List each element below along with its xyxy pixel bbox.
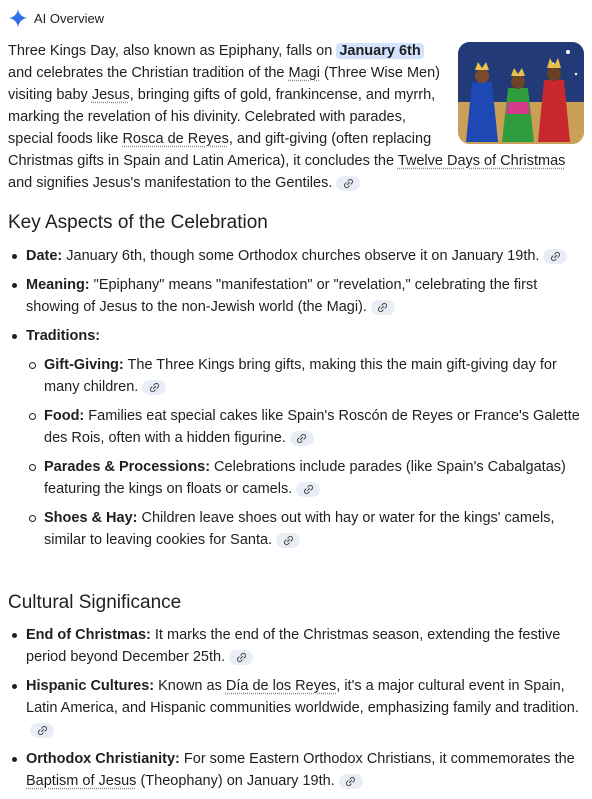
sublist-item — [26, 456, 584, 500]
item-label: Hispanic Cultures: — [26, 678, 155, 694]
three-kings-illustration — [458, 42, 584, 144]
source-link-icon[interactable] — [336, 176, 360, 191]
sublist-item — [26, 405, 584, 449]
ai-overview-header — [8, 6, 104, 30]
list-item — [8, 748, 584, 792]
list-item — [8, 274, 584, 318]
item-text: Known as — [154, 678, 226, 694]
item-text: "Epiphany" means "manifestation" or "revelation," celebrating the first showing of Jesus to the non-Jewish world (the Magi). — [26, 277, 538, 315]
item-label: Traditions: — [26, 328, 101, 344]
source-link-icon[interactable] — [339, 774, 363, 789]
list-item — [8, 624, 584, 668]
item-text: (Theophany) on January 19th. — [136, 773, 335, 789]
baptism-of-jesus-link[interactable]: Baptism of Jesus — [26, 773, 137, 789]
list-item — [8, 325, 584, 551]
source-link-icon[interactable] — [290, 431, 314, 446]
item-text: For some Eastern Orthodox Christians, it commemorates the — [179, 751, 575, 767]
source-link-icon[interactable] — [142, 380, 166, 395]
key-aspects-list — [8, 245, 584, 558]
intro-text: and signifies Jesus's manifestation to the Gentiles. — [8, 175, 333, 191]
three-kings-thumbnail[interactable] — [458, 42, 584, 144]
intro-text: , bringing gifts of gold, frankincense, and myrrh, marking the revelation of his divinity. Celebrated with parades, special foods like — [8, 87, 436, 147]
traditions-sublist — [26, 354, 584, 551]
item-text: Families eat special cakes like Spain's Roscón de Reyes or France's Galette des Rois, often with a hidden figurine. — [44, 408, 580, 446]
item-text: It marks the end of the Christmas season, extending the festive period beyond December 25th. — [26, 627, 561, 665]
list-item — [8, 245, 584, 267]
magi-link[interactable]: Magi — [288, 65, 320, 81]
source-link-icon[interactable] — [371, 300, 395, 315]
item-label: Meaning: — [26, 277, 90, 293]
item-text: , it's a major cultural event in Spain, Latin America, and Hispanic communities worldwide, emphasizing family and tradition. — [26, 678, 579, 716]
item-text: Children leave shoes out with hay or water for the kings' camels, similar to leaving cookies for Santa. — [44, 510, 555, 548]
item-label: Gift-Giving: — [44, 357, 124, 373]
item-text: January 6th, though some Orthodox churches observe it on January 19th. — [62, 248, 540, 264]
item-label: Food: — [44, 408, 85, 424]
source-link-icon[interactable] — [543, 249, 567, 264]
item-label: Parades & Processions: — [44, 459, 211, 475]
sublist-item — [26, 354, 584, 398]
section-heading-cultural-significance: Cultural Significance — [8, 592, 182, 613]
intro-text: Three Kings Day, also known as Epiphany, falls on — [8, 43, 337, 59]
source-link-icon[interactable] — [296, 482, 320, 497]
rosca-de-reyes-link[interactable]: Rosca de Reyes — [122, 131, 229, 147]
intro-text: , and gift-giving (often replacing Christmas gifts in Spain and Latin America), it concludes the — [8, 131, 432, 169]
gemini-spark-icon — [8, 8, 28, 28]
date-highlight: January 6th — [336, 43, 423, 59]
intro-text: and celebrates the Christian tradition of the — [8, 65, 289, 81]
twelve-days-link[interactable]: Twelve Days of Christmas — [397, 153, 566, 169]
item-label: Shoes & Hay: — [44, 510, 138, 526]
item-label: Orthodox Christianity: — [26, 751, 180, 767]
item-label: Date: — [26, 248, 63, 264]
cultural-significance-list — [8, 624, 584, 799]
item-text: Celebrations include parades (like Spain's Cabalgatas) featuring the kings on floats or camels. — [44, 459, 566, 497]
section-heading-key-aspects: Key Aspects of the Celebration — [8, 212, 268, 233]
intro-text: (Three Wise Men) visiting baby — [8, 65, 440, 103]
ai-overview-label: AI Overview — [34, 10, 105, 26]
source-link-icon[interactable] — [229, 650, 253, 665]
intro-paragraph — [8, 40, 584, 194]
list-item — [8, 675, 584, 741]
dia-de-los-reyes-link[interactable]: Día de los Reyes — [225, 678, 337, 694]
sublist-item — [26, 507, 584, 551]
source-link-icon[interactable] — [30, 723, 54, 738]
item-label: End of Christmas: — [26, 627, 151, 643]
source-link-icon[interactable] — [276, 533, 300, 548]
jesus-link[interactable]: Jesus — [91, 87, 130, 103]
item-text: The Three Kings bring gifts, making this the main gift-giving day for many children. — [44, 357, 557, 395]
